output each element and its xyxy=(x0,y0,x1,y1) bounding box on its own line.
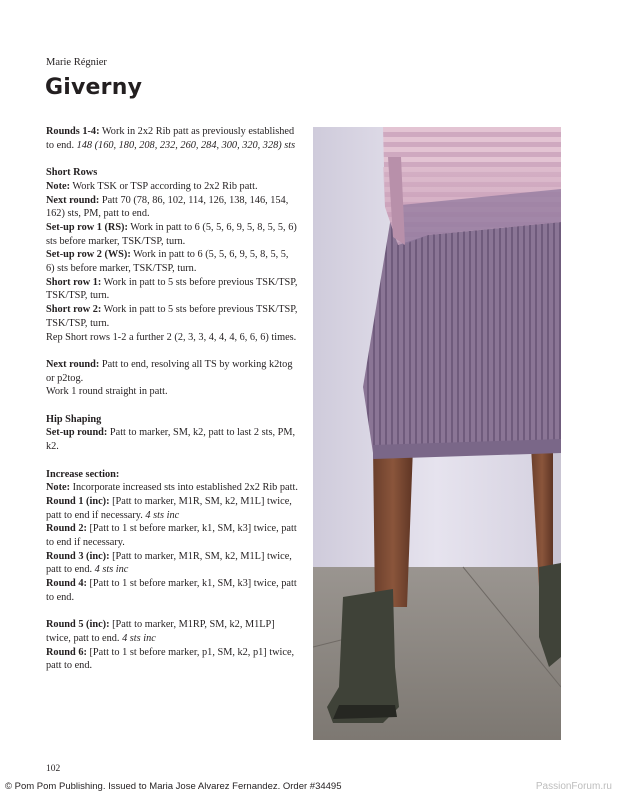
author-name: Marie Régnier xyxy=(46,57,107,68)
short-row-2: Short row 2: Work in patt to 5 sts before previous TSK/TSP, TSK/TSP, turn. xyxy=(46,304,298,329)
increase-round-6: Round 6: [Patt to 1 st before marker, p1, SM, k2, p1] twice, patt to end. xyxy=(46,646,295,672)
increase-round-5: Round 5 (inc): [Patt to marker, M1RP, SM, k2, M1LP] twice, patt to end. 4 sts inc xyxy=(46,619,275,644)
short-rows-note: Note: Work TSK or TSP according to 2x2 Rib patt. xyxy=(46,180,258,192)
pattern-title: Giverny xyxy=(45,75,143,100)
resolve-next-round: Next round: Patt to end, resolving all TS by working k2tog or p2tog. xyxy=(46,358,293,384)
repeat-short-rows: Rep Short rows 1-2 a further 2 (2, 3, 3, 4, 4, 4, 6, 6, 6) times. xyxy=(46,331,297,343)
hip-shaping-heading: Hip Shaping xyxy=(46,413,102,425)
skirt-photo xyxy=(313,127,561,740)
increase-round-1: Round 1 (inc): [Patt to marker, M1R, SM, k2, M1L] twice, patt to end if necessary. 4 sts inc xyxy=(46,495,292,521)
increase-note: Note: Incorporate increased sts into established 2x2 Rib patt. xyxy=(46,482,298,494)
setup-row-1: Set-up row 1 (RS): Work in patt to 6 (5, 5, 6, 9, 5, 8, 5, 5, 6) sts before marker, TSK/TSP, turn. xyxy=(46,221,297,247)
instructions-column xyxy=(46,125,298,673)
setup-row-2: Set-up row 2 (WS): Work in patt to 6 (5, 5, 6, 9, 5, 8, 5, 5, 6) sts before marker, TSK/TSP, turn. xyxy=(46,249,289,275)
page-number: 102 xyxy=(46,764,61,774)
increase-heading: Increase section: xyxy=(46,468,120,480)
rounds-1-4: Rounds 1-4: Work in 2x2 Rib patt as previously established to end. 148 (160, 180, 208, 232, 260, 284, 300, 320, 328) sts xyxy=(46,126,296,151)
increase-round-2: Round 2: [Patt to 1 st before marker, k1, SM, k3] twice, patt to end if necessary. xyxy=(46,523,297,549)
increase-round-4: Round 4: [Patt to 1 st before marker, k1, SM, k3] twice, patt to end. xyxy=(46,578,297,603)
short-rows-next-round: Next round: Patt 70 (78, 86, 102, 114, 126, 138, 146, 154, 162) sts, PM, patt to end. xyxy=(46,194,289,220)
increase-round-3: Round 3 (inc): [Patt to marker, M1R, SM, k2, M1L] twice, patt to end. 4 sts inc xyxy=(46,550,292,576)
watermark: PassionForum.ru xyxy=(535,781,612,792)
short-row-1: Short row 1: Work in patt to 5 sts before previous TSK/TSP, TSK/TSP, turn. xyxy=(46,276,298,302)
short-rows-heading: Short Rows xyxy=(46,167,98,179)
work-straight: Work 1 round straight in patt. xyxy=(46,386,168,398)
hip-setup-round: Set-up round: Patt to marker, SM, k2, patt to last 2 sts, PM, k2. xyxy=(46,427,296,453)
copyright-footer: © Pom Pom Publishing. Issued to Maria Jose Alvarez Fernandez. Order #34495 xyxy=(5,781,342,792)
